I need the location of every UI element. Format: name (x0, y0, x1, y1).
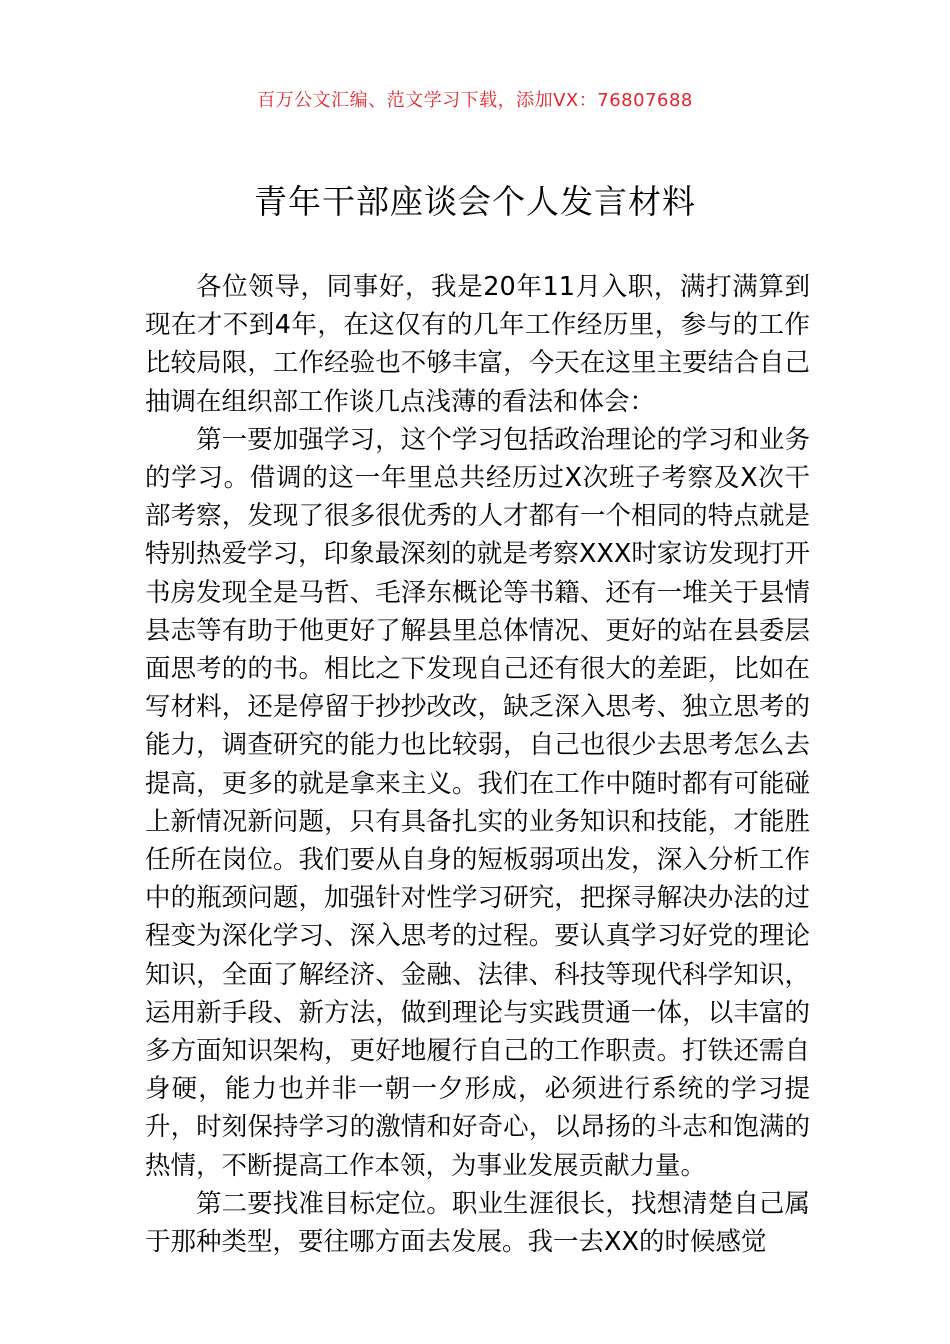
document-body (145, 268, 810, 1261)
paragraph-point-two: 第二要找准目标定位。职业生涯很长，找想清楚自己属于那种类型，要往哪方面去发展。我一去XX的时候感觉 (145, 1188, 810, 1258)
header-watermark-note: 百万公文汇编、范文学习下载，添加VX：76807688 (257, 90, 693, 111)
paragraph-point-one: 第一要加强学习，这个学习包括政治理论的学习和业务的学习。借调的这一年里总共经历过X次班子考察及X次干部考察，发现了很多很优秀的人才都有一个相同的特点就是特别热爱学习，印象最深刻的就是考察XXX时家访发现打开书房发现全是马哲、毛泽东概论等书籍、还有一堆关于县情县志等有助于他更好了解县里总体情况、更好的站在县委层面思考的的书。相比之下发现自己还有很大的差距，比如在写材料，还是停留于抄抄改改，缺乏深入思考、独立思考的能力，调查研究的能力也比较弱，自己也很少去思考怎么去提高，更多的就是拿来主义。我们在工作中随时都有可能碰上新情况新问题，只有具备扎实的业务知识和技能，才能胜任所在岗位。我们要从自身的短板弱项出发，深入分析工作中的瓶颈问题，加强针对性学习研究，把探寻解决办法的过程变为深化学习、深入思考的过程。要认真学习好党的理论知识，全面了解经济、金融、法律、科技等现代科学知识，运用新手段、新方法，做到理论与实践贯通一体，以丰富的多方面知识架构，更好地履行自己的工作职责。打铁还需自身硬，能力也并非一朝一夕形成，必须进行系统的学习提升，时刻保持学习的激情和好奇心，以昂扬的斗志和饱满的热情，不断提高工作本领，为事业发展贡献力量。 (145, 424, 810, 1181)
document-title: 青年干部座谈会个人发言材料 (254, 182, 696, 221)
paragraph-intro: 各位领导，同事好，我是20年11月入职，满打满算到现在才不到4年，在这仅有的几年工作经历里，参与的工作比较局限，工作经验也不够丰富，今天在这里主要结合自己抽调在组织部工作谈几点浅薄的看法和体会： (145, 272, 810, 417)
